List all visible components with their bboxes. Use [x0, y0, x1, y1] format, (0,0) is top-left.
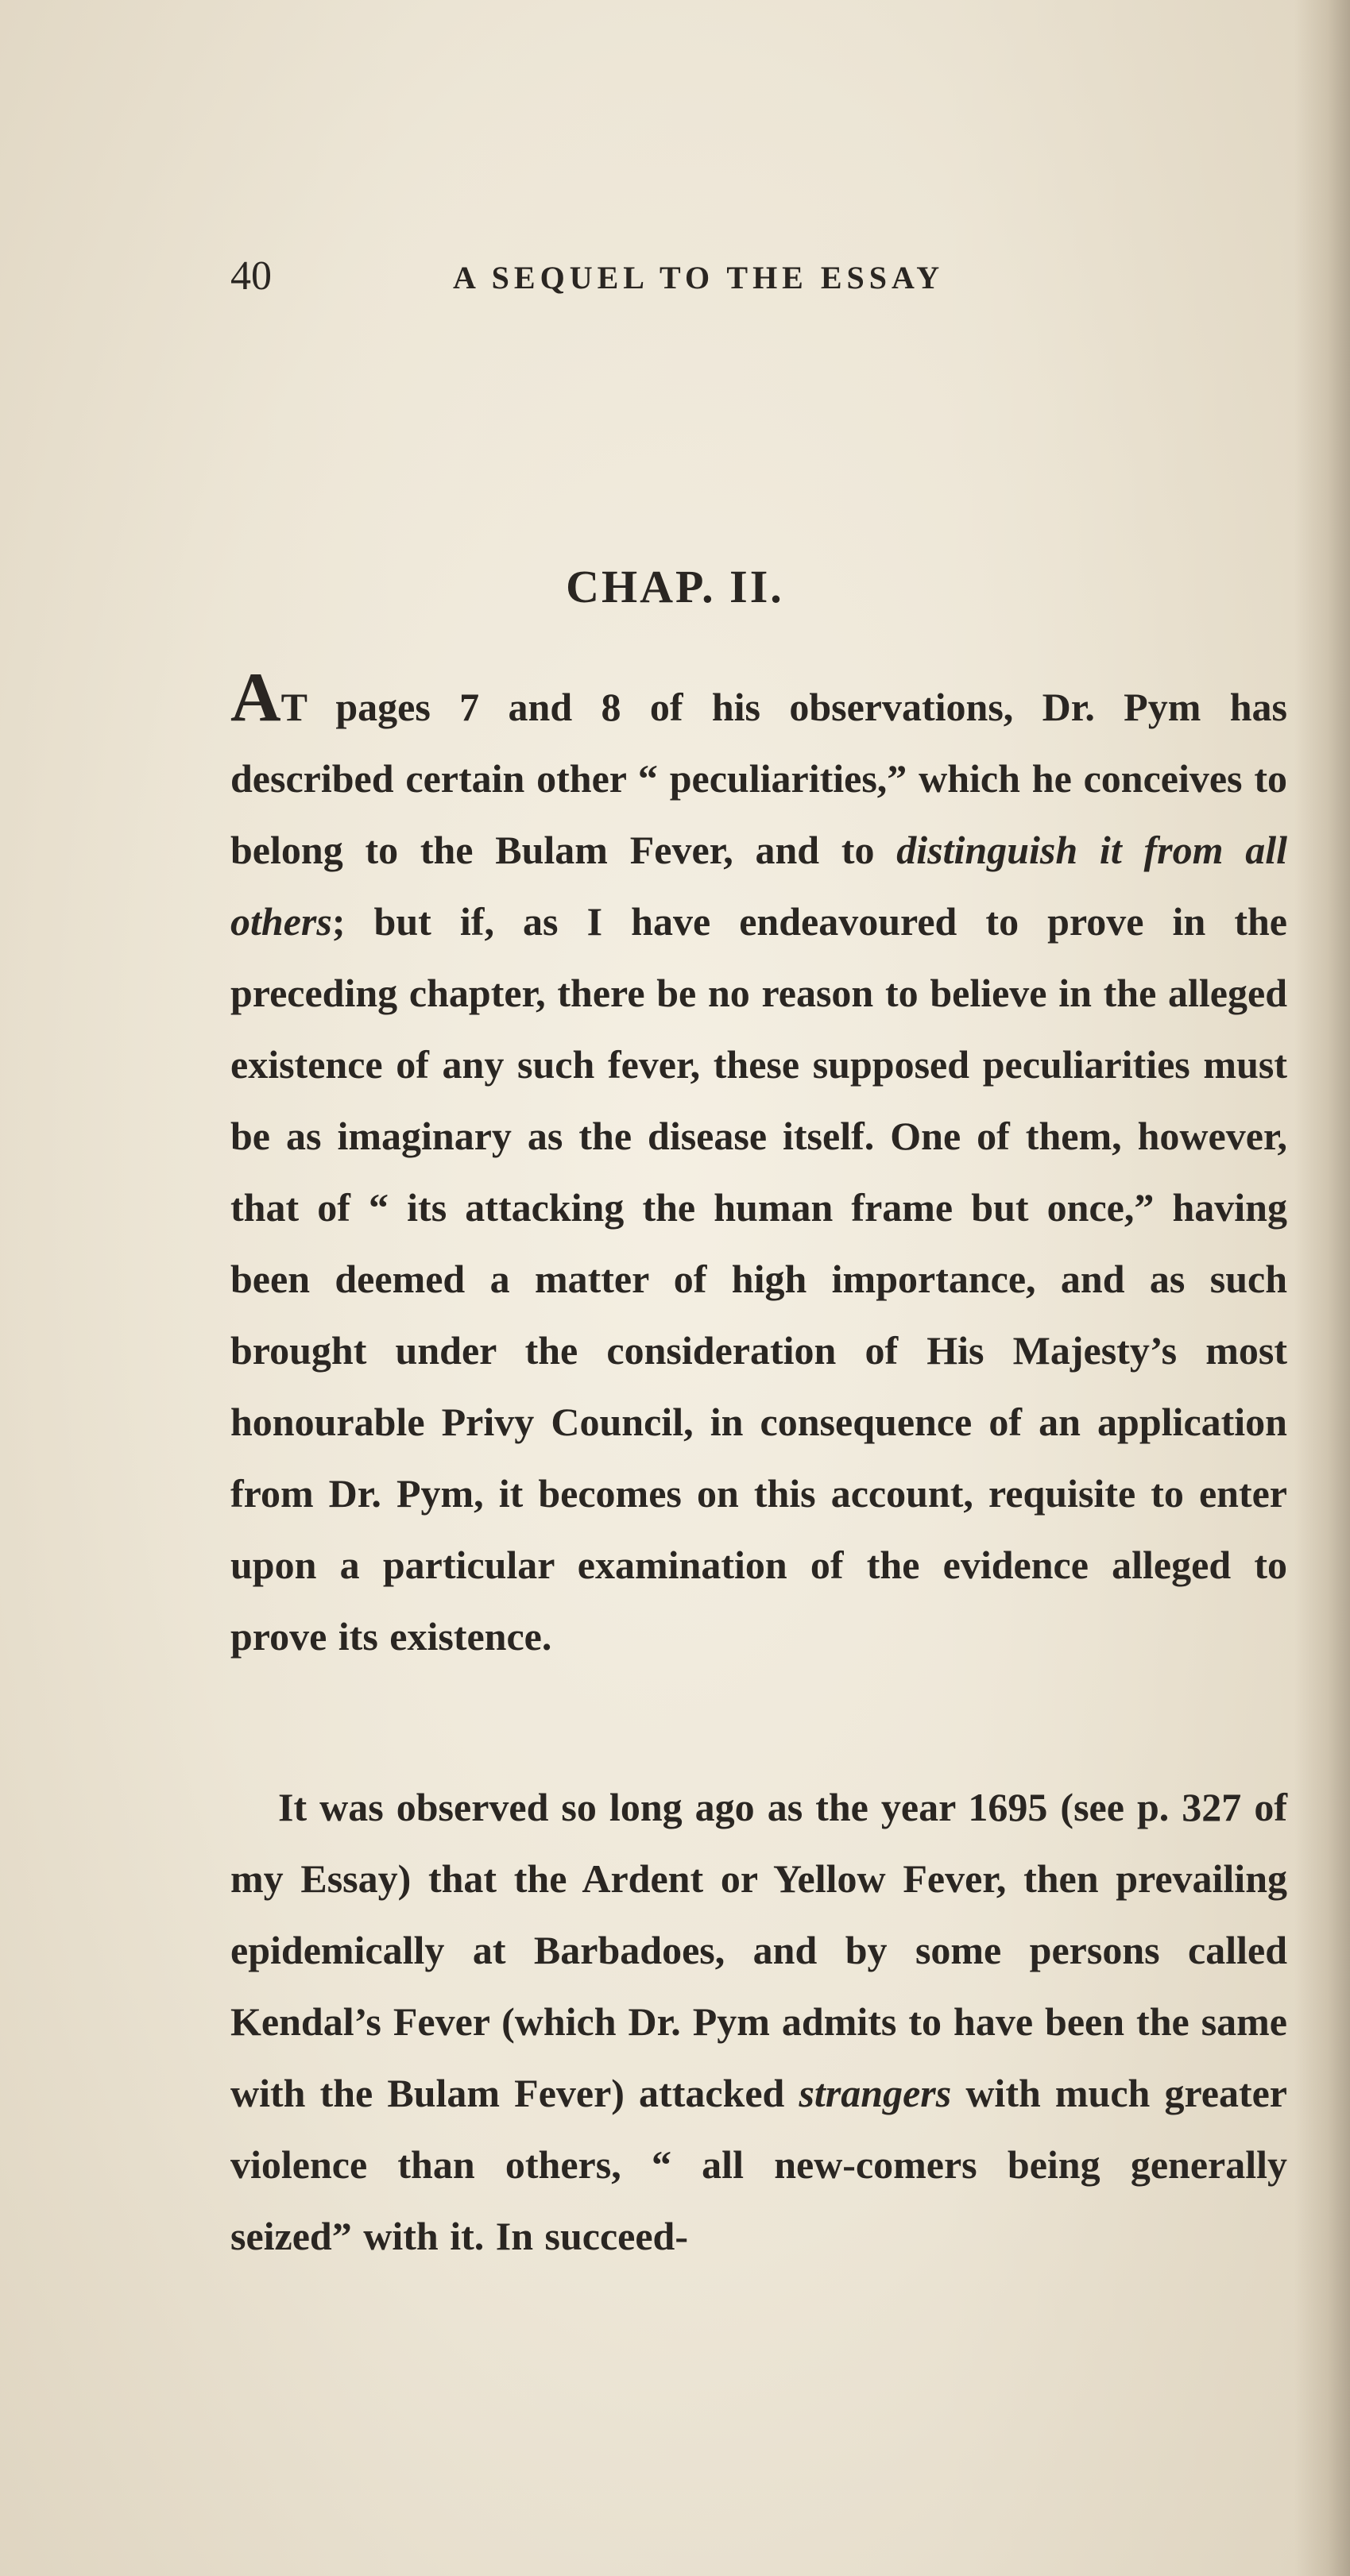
- paragraph-2-text-b: with much greater violence than others, “ all new-comers being generally seized” with it. In succeed-: [230, 2071, 1287, 2258]
- paragraph-1: [230, 659, 1287, 1672]
- paragraph-2-text-a: It was observed so long ago as the year 1695 (see p. 327 of my Essay) that the Ardent or Yellow Fever, then prevailing epidemically at Barbadoes, and by some persons called Kendal’s Fever (which Dr. Pym admits to have been the same with the Bulam Fever) attacked: [230, 1785, 1287, 2115]
- paragraph-1-text-b: ; but if, as I have endeavoured to prove in the preceding chapter, there be no reason to believe in the alleged existence of any such fever, these supposed peculiarities must be as imaginary as the disease itself. One of them, however, that of “ its attacking the human frame but once,” having been deemed a matter of high importance, and as such brought under the consideration of His Majesty’s most honourable Privy Council, in consequence of an application from Dr. Pym, it becomes on this account, requisite to enter upon a particular examination of the evidence alleged to prove its existence.: [230, 899, 1287, 1659]
- page-number: 40: [230, 253, 272, 299]
- paragraph-1-text-a: T pages 7 and 8 of his observations, Dr. Pym has described certain other “ peculiarities,” which he conceives to belong to the Bulam Fever, and to: [230, 685, 1287, 872]
- drop-cap: A: [230, 659, 281, 736]
- paragraph-1-emphasis: distinguish it from all others: [230, 828, 1287, 944]
- running-title: A SEQUEL TO THE ESSAY: [453, 260, 945, 295]
- paragraph-2: [230, 1771, 1287, 2272]
- running-head: [230, 253, 1263, 300]
- spine-shadow: [1294, 0, 1350, 2576]
- chapter-heading: CHAP. II.: [566, 561, 784, 612]
- paragraph-2-emphasis: strangers: [799, 2071, 952, 2115]
